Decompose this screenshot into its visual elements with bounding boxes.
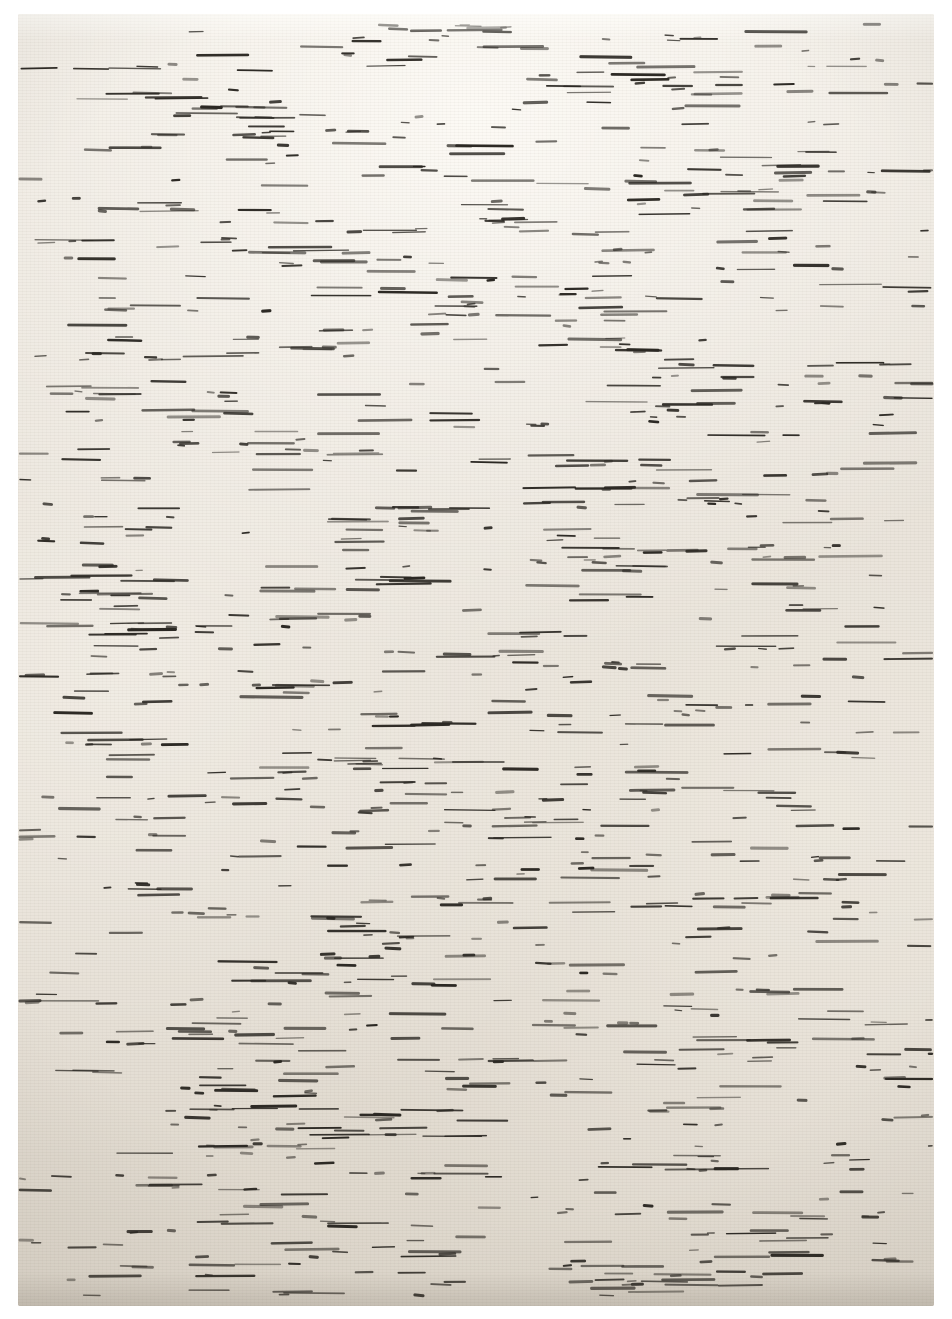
area-rug (18, 14, 934, 1306)
rug-weave-texture (18, 14, 934, 1306)
rug-alt-text (0, 0, 1, 1)
